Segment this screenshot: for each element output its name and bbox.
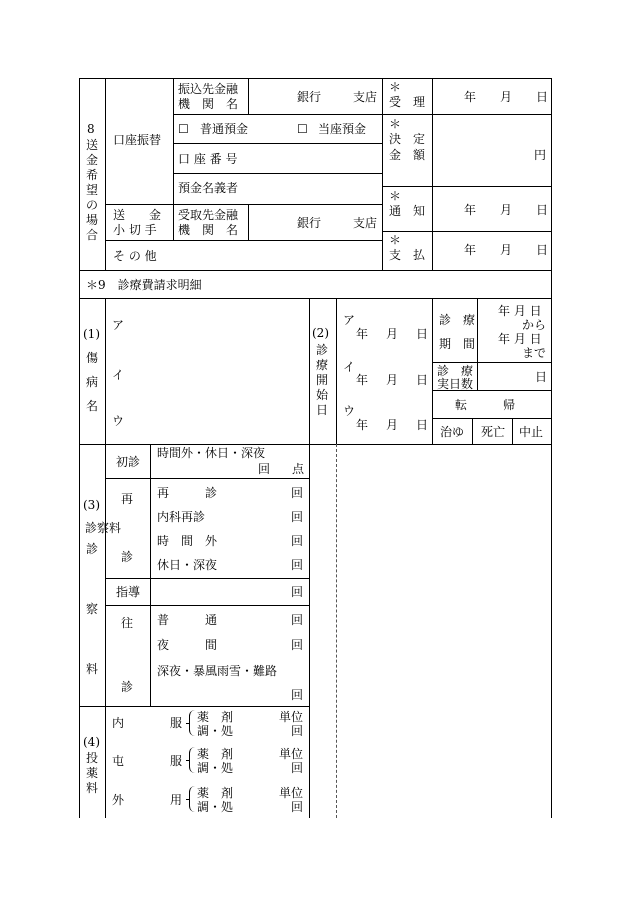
yen-unit: 円 xyxy=(534,148,547,162)
tsuchi-label: 通 知 xyxy=(389,204,426,218)
acct-no-label: 口 座 番 号 xyxy=(178,152,238,166)
frame-right xyxy=(551,78,552,818)
shoshin-label: 初診 xyxy=(116,455,141,469)
chiyu-label: 治ゆ xyxy=(440,425,465,439)
frame-top xyxy=(79,78,552,79)
claim-form-page: 8 送金希望の場合 口座振替 振込先金融 機 関 名 銀行 支店 ☐ 普通預金 ☐ 当座預金 口 座 番 号 預金名義者 送 金 小 切 手 受取先金融 機 関 名 銀行 支店 そ の 他 ＊ 受 理 年 月 日 ＊ 決 定 金 額 円 ＊ 通 知 年 月 日 ＊ 支 払 年 月 日 ＊9 診療費請求明細 (1) 傷病名 ア イ ウ (2) 診療開始日 ア 年 月 日 イ 年 月 日 ウ 年 月 日 診 療 期 間 年 月 日 から 年 月 日 まで 診 療 実日数 日 転 帰 治ゆ 死亡 中止 (3) 診察料 診察料 初診 時間外・休日・深夜 回 点 再 診 再 診 回 内科再診 回 時 間 外 回 休日・深夜 回 指導 回 往 診 普 通 回 夜 間 回 深夜・暴風雨雪・難路 回 (4) 投薬料 内 服 薬 剤 単位 調・処 回 屯 服 薬 剤 単位 調・処 回 外 用 薬 剤 単位 調・処 回 xyxy=(0,0,630,903)
shibou-label: 死亡 xyxy=(481,425,506,439)
byomei-label: 傷病名 xyxy=(85,351,98,413)
kaishi-label: 診療開始日 xyxy=(315,343,328,417)
s8-title: 送金希望の場合 xyxy=(85,138,98,242)
chushi-label: 中止 xyxy=(519,425,544,439)
futsu-checkbox[interactable]: ☐ xyxy=(178,122,189,136)
dashed-divider xyxy=(336,444,337,818)
frame-left xyxy=(79,78,80,818)
s4-title: 投薬料 xyxy=(85,751,98,795)
s8-number: 8 xyxy=(87,122,95,136)
toza-checkbox[interactable]: ☐ xyxy=(297,122,308,136)
bank-suffix: 銀行 xyxy=(297,90,322,104)
tenki-label: 転 帰 xyxy=(455,398,516,412)
s9-title: ＊9 診療費請求明細 xyxy=(86,278,202,292)
branch-suffix: 支店 xyxy=(353,90,378,104)
shiharai-label: 支 払 xyxy=(389,248,426,262)
s3-title: 診察料 xyxy=(85,542,98,676)
furikomi-label: 口座振替 xyxy=(113,133,162,147)
holder-label: 預金名義者 xyxy=(178,181,239,195)
shido-label: 指導 xyxy=(116,585,141,599)
sonota-label: そ の 他 xyxy=(113,249,157,263)
juri-label: 受 理 xyxy=(389,95,426,109)
